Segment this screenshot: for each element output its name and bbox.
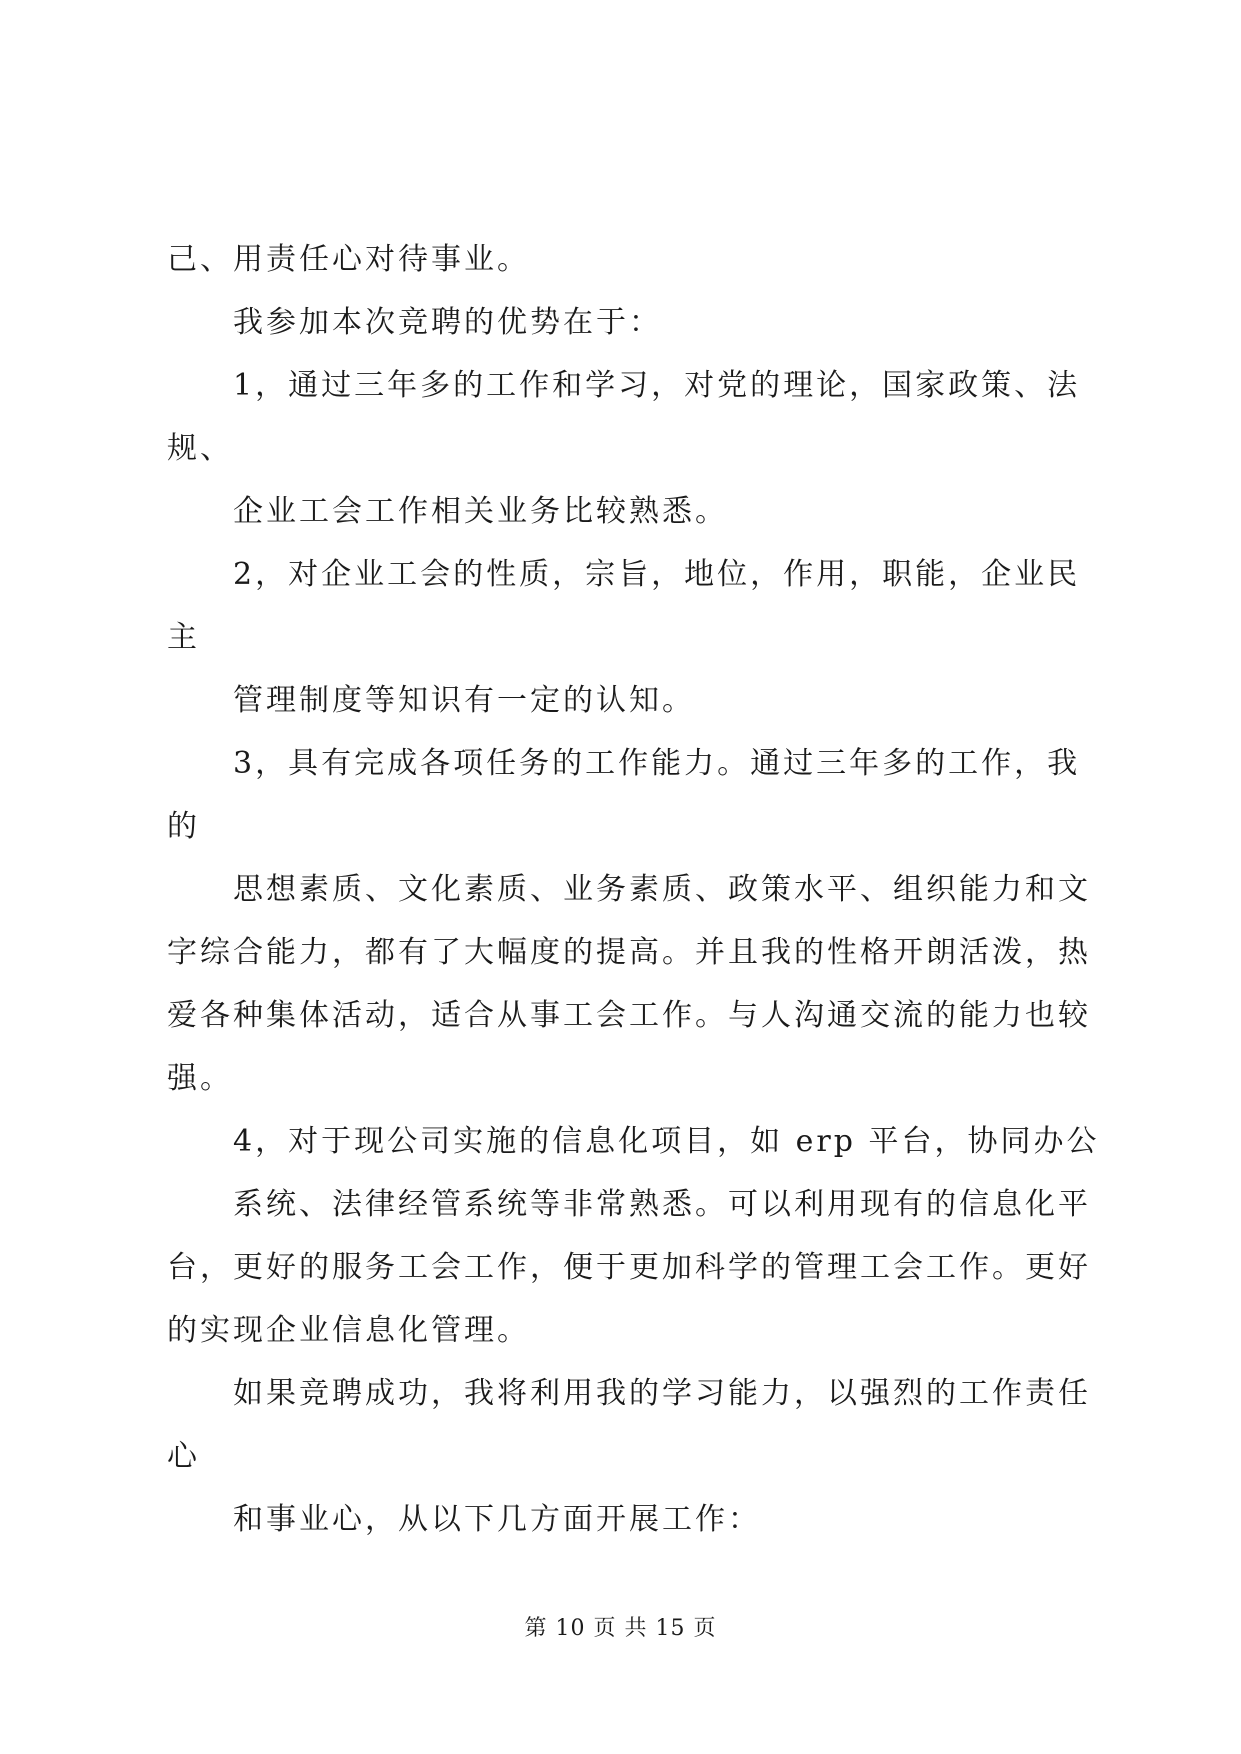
- text-line: 的实现企业信息化管理。: [167, 1313, 530, 1348]
- document-body: [167, 228, 1100, 1551]
- text-line: 如果竞聘成功，我将利用我的学习能力，以强烈的工作责任: [233, 1376, 1091, 1411]
- text-line: 主: [167, 620, 200, 655]
- text-line: 字综合能力，都有了大幅度的提高。并且我的性格开朗活泼，热: [167, 935, 1091, 970]
- text-line: 的: [167, 809, 200, 844]
- page-number-footer: 第 10 页 共 15 页: [524, 1616, 717, 1641]
- text-line: 4，对于现公司实施的信息化项目，如 erp 平台，协同办公: [233, 1124, 1100, 1159]
- text-line: 企业工会工作相关业务比较熟悉。: [233, 494, 728, 529]
- text-line: 强。: [167, 1061, 233, 1096]
- text-line: 管理制度等知识有一定的认知。: [233, 683, 695, 718]
- text-line: 思想素质、文化素质、业务素质、政策水平、组织能力和文: [233, 872, 1091, 907]
- text-line: 1，通过三年多的工作和学习，对党的理论，国家政策、法: [233, 368, 1081, 403]
- text-line: 规、: [167, 431, 233, 466]
- text-line: 己、用责任心对待事业。: [167, 242, 530, 277]
- text-line: 台，更好的服务工会工作，便于更加科学的管理工会工作。更好: [167, 1250, 1091, 1285]
- text-line: 和事业心，从以下几方面开展工作：: [233, 1502, 761, 1537]
- text-line: 系统、法律经管系统等非常熟悉。可以利用现有的信息化平: [233, 1187, 1091, 1222]
- text-line: 爱各种集体活动，适合从事工会工作。与人沟通交流的能力也较: [167, 998, 1091, 1033]
- text-line: 我参加本次竞聘的优势在于：: [233, 305, 662, 340]
- text-line: 心: [167, 1439, 200, 1474]
- text-line: 2，对企业工会的性质，宗旨，地位，作用，职能，企业民: [233, 557, 1081, 592]
- text-line: 3，具有完成各项任务的工作能力。通过三年多的工作，我: [233, 746, 1081, 781]
